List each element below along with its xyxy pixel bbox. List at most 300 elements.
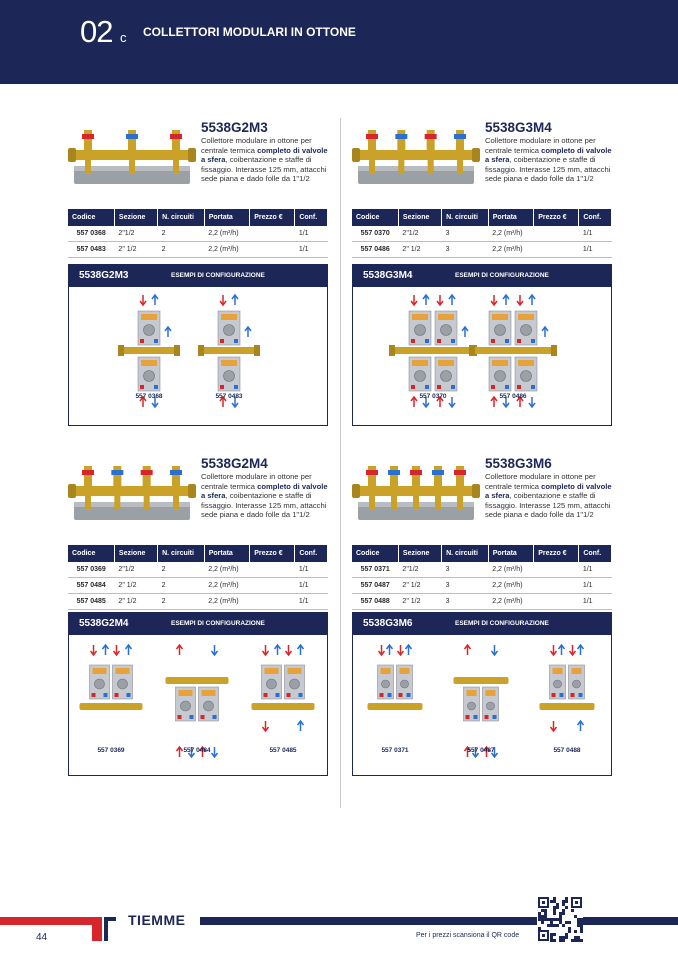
config-panel <box>352 612 612 776</box>
config-header <box>353 613 611 635</box>
table-cell: 1/1 <box>579 578 612 594</box>
config-caption: 557 0487 <box>467 747 495 754</box>
qr-module <box>562 912 565 915</box>
table-header-cell: Sezione <box>398 545 441 562</box>
pump-module-label <box>438 314 454 320</box>
manifold-nut <box>551 345 557 356</box>
manifold-bar <box>122 347 176 354</box>
valve-red <box>437 339 441 343</box>
qr-module <box>553 918 556 921</box>
table-cell <box>534 562 579 578</box>
pump-module-label <box>492 360 508 366</box>
table-header-cell: Sezione <box>114 545 157 562</box>
qr-module <box>538 915 541 918</box>
valve-red <box>466 715 470 719</box>
insulation-top <box>358 166 474 171</box>
table-cell: 1/1 <box>579 242 612 258</box>
config-diagram <box>69 287 327 425</box>
table-header-cell: Conf. <box>579 209 612 226</box>
valve-blue <box>425 339 429 343</box>
valve-red <box>264 693 268 697</box>
config-label: ESEMPI DI CONFIGURAZIONE <box>455 272 549 279</box>
table-header-cell: Prezzo € <box>250 209 295 226</box>
table-header-cell: Prezzo € <box>250 545 295 562</box>
qr-code-icon[interactable] <box>537 896 583 942</box>
spec-table <box>352 209 612 258</box>
qr-module <box>553 939 556 942</box>
qr-module <box>559 936 562 939</box>
outlet-pipe <box>457 160 463 174</box>
product-code: 5538G3M4 <box>485 120 552 135</box>
qr-module <box>556 903 559 906</box>
manifold-nut <box>469 345 475 356</box>
config-diagram <box>69 635 327 775</box>
qr-module <box>541 915 544 918</box>
outlet-pipe <box>368 130 376 152</box>
valve-red <box>178 715 182 719</box>
config-header <box>353 265 611 287</box>
pump-module-gauge <box>118 679 128 689</box>
config-caption: 557 0484 <box>183 747 211 754</box>
table-cell: 1/1 <box>295 242 328 258</box>
column-divider <box>340 118 341 808</box>
qr-module <box>538 918 541 921</box>
table-cell: 557 0483 <box>68 242 114 258</box>
config-diagram <box>353 635 611 775</box>
valve-red <box>517 385 521 389</box>
qr-finder-core <box>542 901 545 904</box>
product-card-5538g3m4 <box>352 120 612 454</box>
valve-blue <box>154 339 158 343</box>
qr-module <box>550 921 553 924</box>
valve-handle <box>395 134 407 139</box>
table-cell <box>534 578 579 594</box>
manifold-nut <box>118 345 124 356</box>
table-header-cell: N. circuiti <box>442 545 489 562</box>
qr-module <box>562 936 565 939</box>
pump-module-gauge <box>521 325 532 336</box>
valve-blue <box>493 715 497 719</box>
valve-blue <box>127 693 131 697</box>
valve-handle <box>170 134 182 139</box>
manifold-nut <box>188 484 196 498</box>
qr-module <box>580 921 583 924</box>
table-cell: 1/1 <box>579 562 612 578</box>
table-cell: 3 <box>442 242 489 258</box>
table-cell: 2 <box>158 242 205 258</box>
qr-module <box>550 936 553 939</box>
product-description: Collettore modulare in ottone per centrale termica completo di valvole a sfera, coibentazione e staffe di fissaggio. Interasse 125 mm, attacchi sede piana e dado folle da 1"1/2 <box>201 472 328 519</box>
outlet-pipe <box>412 466 420 488</box>
table-cell: 2 <box>158 578 205 594</box>
config-product-code: 5538G3M4 <box>363 270 413 281</box>
manifold-nut <box>188 148 196 162</box>
qr-module <box>550 924 553 927</box>
outlet-pipe <box>391 496 397 510</box>
product-card-5538g3m6 <box>352 456 612 790</box>
pump-module-label <box>492 314 508 320</box>
outlet-pipe <box>398 160 404 174</box>
qr-module <box>544 918 547 921</box>
config-label: ESEMPI DI CONFIGURAZIONE <box>455 620 549 627</box>
table-cell: 2,2 (m³/h) <box>488 562 534 578</box>
config-caption: 557 0486 <box>499 393 527 400</box>
table-row <box>68 562 328 578</box>
pump-module-gauge <box>441 325 452 336</box>
valve-blue <box>425 385 429 389</box>
qr-module <box>559 918 562 921</box>
pump-module-label <box>221 314 237 320</box>
qr-module <box>550 918 553 921</box>
manifold-bar <box>540 703 595 710</box>
config-panel <box>68 612 328 776</box>
valve-handle <box>126 134 138 139</box>
spec-table <box>68 209 328 258</box>
pump-module-gauge <box>181 701 191 711</box>
qr-module <box>574 915 577 918</box>
product-code: 5538G2M4 <box>201 456 268 471</box>
table-header-cell: N. circuiti <box>158 209 205 226</box>
valve-blue <box>505 339 509 343</box>
qr-module <box>547 924 550 927</box>
product-description: Collettore modulare in ottone per centrale termica completo di valvole a sfera, coibentazione e staffe di fissaggio. Interasse 125 mm, attacchi sede piana e dado folle da 1"1/2 <box>485 472 612 519</box>
product-code: 5538G3M6 <box>485 456 552 471</box>
valve-blue <box>560 693 564 697</box>
config-diagram <box>353 287 611 425</box>
table-cell: 2,2 (m³/h) <box>488 578 534 594</box>
table-cell: 3 <box>442 594 489 610</box>
pump-module-label <box>93 668 107 674</box>
manifold-bar <box>368 703 423 710</box>
manifold-bar <box>473 347 553 354</box>
config-panel <box>352 264 612 426</box>
outlet-pipe <box>368 466 376 488</box>
table-cell: 2" 1/2 <box>398 242 441 258</box>
valve-red <box>220 385 224 389</box>
qr-module <box>574 939 577 942</box>
product-photo <box>352 460 480 530</box>
pump-module-gauge <box>204 701 214 711</box>
pump-module-label <box>202 690 216 696</box>
table-cell: 557 0369 <box>68 562 114 578</box>
manifold-nut <box>174 345 180 356</box>
chapter-title: COLLETTORI MODULARI IN OTTONE <box>143 25 356 39</box>
table-cell: 2" 1/2 <box>398 578 441 594</box>
table-cell: 3 <box>442 226 489 242</box>
valve-blue <box>579 693 583 697</box>
valve-blue <box>190 715 194 719</box>
table-cell: 557 0371 <box>352 562 398 578</box>
valve-blue <box>154 385 158 389</box>
valve-red <box>140 385 144 389</box>
table-cell: 2,2 (m³/h) <box>204 562 250 578</box>
manifold-nut <box>68 148 76 162</box>
pump-module-label <box>381 668 391 674</box>
manifold-bar <box>454 677 509 684</box>
table-header-cell: Codice <box>68 545 114 562</box>
qr-module <box>565 936 568 939</box>
qr-finder-core <box>542 934 545 937</box>
chapter-number: 02 <box>80 14 113 49</box>
table-cell: 2,2 (m³/h) <box>488 594 534 610</box>
table-cell: 2" 1/2 <box>114 242 157 258</box>
table-cell: 2,2 (m³/h) <box>204 594 250 610</box>
qr-module <box>568 930 571 933</box>
table-cell: 1/1 <box>579 226 612 242</box>
qr-module <box>553 924 556 927</box>
page-number: 44 <box>36 932 48 943</box>
config-product-code: 5538G2M4 <box>79 618 129 629</box>
outlet-pipe <box>456 466 464 488</box>
config-label: ESEMPI DI CONFIGURAZIONE <box>171 272 265 279</box>
pump-module-label <box>518 314 534 320</box>
outlet-pipe <box>113 466 121 488</box>
valve-red <box>411 339 415 343</box>
pump-module-gauge <box>487 702 495 710</box>
table-cell: 1/1 <box>295 562 328 578</box>
valve-red <box>287 693 291 697</box>
table-cell <box>250 578 295 594</box>
table-cell: 2,2 (m³/h) <box>204 226 250 242</box>
valve-red <box>485 715 489 719</box>
manifold-nut <box>389 345 395 356</box>
qr-module <box>565 897 568 900</box>
qr-module <box>574 930 577 933</box>
manifold-bar <box>252 703 315 710</box>
valve-blue <box>388 693 392 697</box>
table-cell: 557 0485 <box>68 594 114 610</box>
outlet-pipe <box>84 466 92 488</box>
outlet-pipe <box>172 130 180 152</box>
pump-module-label <box>486 690 496 696</box>
valve-handle <box>111 470 123 475</box>
footer-navy-bar <box>200 917 678 925</box>
config-caption: 557 0370 <box>419 393 447 400</box>
qr-module <box>550 939 553 942</box>
qr-module <box>550 900 553 903</box>
table-cell: 2,2 (m³/h) <box>204 578 250 594</box>
config-caption: 557 0371 <box>381 747 409 754</box>
pump-module-gauge <box>415 325 426 336</box>
outlet-pipe <box>128 130 136 152</box>
qr-module <box>541 918 544 921</box>
config-caption: 557 0488 <box>553 747 581 754</box>
qr-module <box>565 906 568 909</box>
valve-blue <box>276 693 280 697</box>
manifold-bar <box>80 703 143 710</box>
outlet-pipe <box>427 130 435 152</box>
qr-module <box>559 915 562 918</box>
table-header-cell: Sezione <box>398 209 441 226</box>
qr-module <box>541 921 544 924</box>
valve-handle <box>410 470 422 475</box>
valve-red <box>491 339 495 343</box>
manifold-nut <box>472 484 480 498</box>
valve-red <box>491 385 495 389</box>
product-photo <box>68 460 196 530</box>
table-cell <box>534 594 579 610</box>
valve-red <box>140 339 144 343</box>
outlet-pipe <box>173 496 179 510</box>
pump-module-label <box>265 668 279 674</box>
qr-module <box>538 927 541 930</box>
config-caption: 557 0483 <box>215 393 243 400</box>
pump-module-gauge <box>95 679 105 689</box>
outlet-pipe <box>457 496 463 510</box>
qr-module <box>580 930 583 933</box>
valve-red <box>201 715 205 719</box>
valve-handle <box>82 134 94 139</box>
footer-red-bar <box>0 917 100 925</box>
outlet-pipe <box>435 496 441 510</box>
valve-handle <box>454 134 466 139</box>
valve-blue <box>213 715 217 719</box>
pump-module-label <box>438 360 454 366</box>
pump-module-label <box>572 668 582 674</box>
pump-module-gauge <box>415 371 426 382</box>
table-cell: 3 <box>442 578 489 594</box>
qr-module <box>577 924 580 927</box>
valve-red <box>115 693 119 697</box>
manifold-nut <box>472 148 480 162</box>
table-header-cell: Codice <box>352 545 398 562</box>
brand-logo: TIEMME <box>128 912 186 928</box>
spec-table <box>352 545 612 610</box>
table-header-cell: Codice <box>68 209 114 226</box>
qr-module <box>538 912 541 915</box>
valve-blue <box>474 715 478 719</box>
config-product-code: 5538G2M3 <box>79 270 129 281</box>
pump-module-label <box>221 360 237 366</box>
qr-module <box>577 918 580 921</box>
config-caption: 557 0368 <box>135 393 163 400</box>
table-cell: 2 <box>158 594 205 610</box>
qr-module <box>541 909 544 912</box>
pump-module-gauge <box>224 371 235 382</box>
outlet-pipe <box>397 130 405 152</box>
config-header <box>69 265 327 287</box>
outlet-pipe <box>143 466 151 488</box>
config-caption: 557 0485 <box>269 747 297 754</box>
valve-blue <box>407 693 411 697</box>
table-cell: 2" 1/2 <box>398 594 441 610</box>
table-header-cell: Sezione <box>114 209 157 226</box>
qr-finder-core <box>575 901 578 904</box>
outlet-pipe <box>434 466 442 488</box>
qr-module <box>577 939 580 942</box>
qr-module <box>565 921 568 924</box>
footer-red-hook <box>92 917 102 941</box>
qr-module <box>544 909 547 912</box>
valve-handle <box>454 470 466 475</box>
table-cell <box>250 594 295 610</box>
valve-red <box>411 385 415 389</box>
pump-module-gauge <box>224 325 235 336</box>
valve-blue <box>505 385 509 389</box>
valve-red <box>399 693 403 697</box>
valve-handle <box>82 470 94 475</box>
table-cell: 557 0487 <box>352 578 398 594</box>
table-row <box>352 594 612 610</box>
pump-module-gauge <box>144 371 155 382</box>
qr-module <box>553 906 556 909</box>
qr-module <box>571 939 574 942</box>
qr-module <box>577 936 580 939</box>
qr-module <box>574 936 577 939</box>
valve-blue <box>104 693 108 697</box>
manifold-bar <box>166 677 229 684</box>
table-cell: 3 <box>442 562 489 578</box>
pump-module-gauge <box>382 680 390 688</box>
qr-module <box>562 900 565 903</box>
table-cell: 557 0484 <box>68 578 114 594</box>
valve-handle <box>170 470 182 475</box>
qr-module <box>556 924 559 927</box>
manifold-nut <box>352 484 360 498</box>
table-cell: 557 0368 <box>68 226 114 242</box>
manifold-bar <box>202 347 256 354</box>
config-panel <box>68 264 328 426</box>
qr-module <box>580 927 583 930</box>
table-cell <box>534 242 579 258</box>
qr-module <box>559 939 562 942</box>
valve-blue <box>234 339 238 343</box>
valve-red <box>571 693 575 697</box>
pump-module-gauge <box>441 371 452 382</box>
table-header-cell: Portata <box>204 209 250 226</box>
footer-navy-hook <box>104 917 116 941</box>
pump-module-label <box>141 314 157 320</box>
qr-module <box>562 939 565 942</box>
manifold-bar <box>393 347 473 354</box>
table-cell: 2,2 (m³/h) <box>204 242 250 258</box>
product-description: Collettore modulare in ottone per centrale termica completo di valvole a sfera, coibentazione e staffe di fissaggio. Interasse 125 mm, attacchi sede piana e dado folle da 1"1/2 <box>201 136 328 183</box>
table-cell: 2,2 (m³/h) <box>488 242 534 258</box>
qr-module <box>562 903 565 906</box>
outlet-pipe <box>456 130 464 152</box>
qr-module <box>556 918 559 921</box>
product-card-5538g2m4 <box>68 456 328 790</box>
pump-module-gauge <box>495 371 506 382</box>
pump-module-label <box>467 690 477 696</box>
valve-blue <box>531 385 535 389</box>
qr-module <box>580 939 583 942</box>
outlet-pipe <box>172 466 180 488</box>
qr-module <box>562 909 565 912</box>
pump-module-gauge <box>290 679 300 689</box>
outlet-pipe <box>428 160 434 174</box>
qr-module <box>568 921 571 924</box>
valve-red <box>552 693 556 697</box>
qr-module <box>565 900 568 903</box>
manifold-nut <box>68 484 76 498</box>
table-cell: 2"1/2 <box>114 562 157 578</box>
table-row <box>68 594 328 610</box>
table-header-cell: N. circuiti <box>442 209 489 226</box>
valve-blue <box>531 339 535 343</box>
manifold-nut <box>254 345 260 356</box>
table-header-cell: Conf. <box>295 545 328 562</box>
qr-module <box>553 900 556 903</box>
table-cell: 2" 1/2 <box>114 578 157 594</box>
qr-module <box>565 933 568 936</box>
pump-module-label <box>553 668 563 674</box>
table-cell: 557 0488 <box>352 594 398 610</box>
config-caption: 557 0369 <box>97 747 125 754</box>
table-row <box>68 242 328 258</box>
table-cell: 2"1/2 <box>398 226 441 242</box>
spec-table <box>68 545 328 610</box>
